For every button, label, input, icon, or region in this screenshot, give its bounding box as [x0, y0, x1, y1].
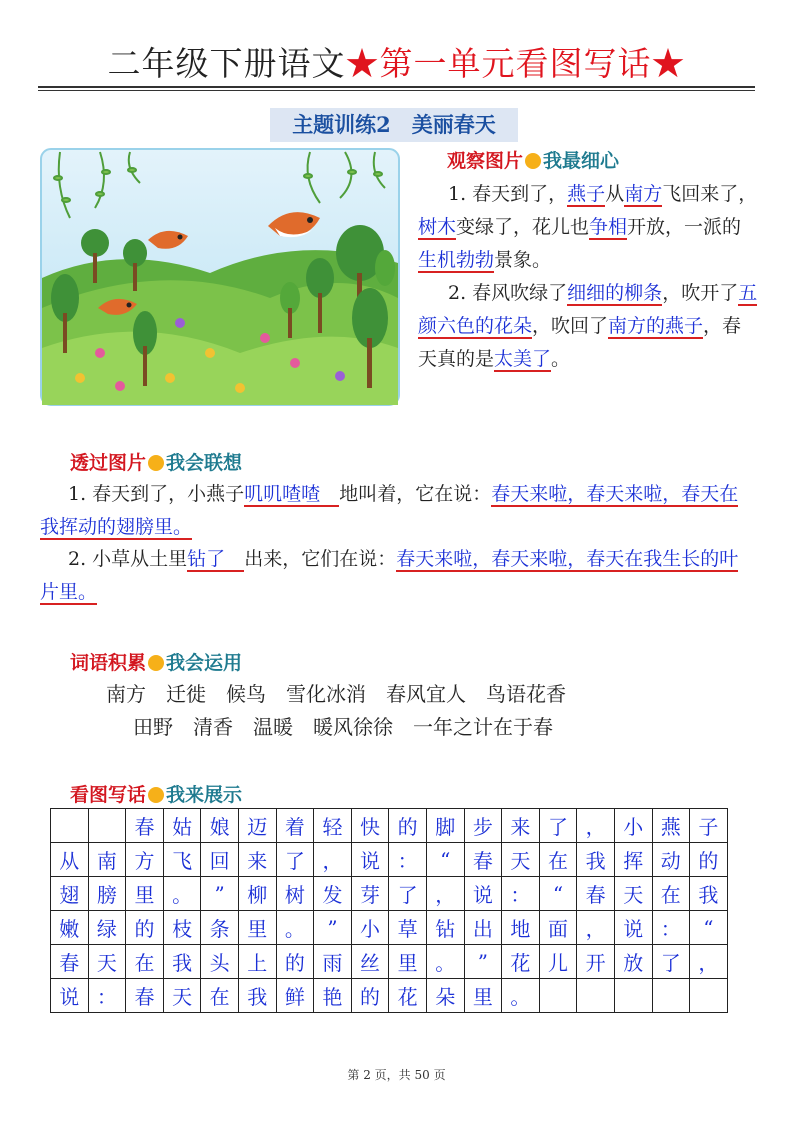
grid-cell: 地 — [502, 911, 540, 945]
grid-cell: 在 — [539, 843, 577, 877]
title-unit-text: ★第一单元看图写话★ — [345, 44, 686, 83]
grid-cell: 燕 — [652, 809, 690, 843]
vocab-heading — [70, 648, 242, 675]
grid-cell: 的 — [126, 911, 164, 945]
grid-cell: 里 — [238, 911, 276, 945]
grid-cell: 鲜 — [276, 979, 314, 1013]
grid-cell: ： — [389, 843, 427, 877]
grid-cell: ： — [652, 911, 690, 945]
writing-heading-blue: 我来展示 — [166, 784, 243, 806]
grid-cell: 放 — [614, 945, 652, 979]
answer-blank: 燕子 — [567, 183, 606, 205]
grid-cell: 天 — [88, 945, 126, 979]
answer-blank: 细细的柳条 — [567, 282, 663, 304]
writing-grid — [50, 808, 728, 1013]
para-text: 从 — [605, 183, 625, 205]
grid-cell: 小 — [614, 809, 652, 843]
grid-cell: 膀 — [88, 877, 126, 911]
grid-cell: 我 — [238, 979, 276, 1013]
grid-cell: 花 — [389, 979, 427, 1013]
imagine-para-2 — [40, 543, 756, 609]
grid-cell: 面 — [539, 911, 577, 945]
spring-illustration — [40, 148, 400, 406]
grid-cell: 了 — [389, 877, 427, 911]
grid-cell: ” — [464, 945, 502, 979]
grid-cell: 着 — [276, 809, 314, 843]
para-text: 2. 春风吹绿了 — [448, 282, 568, 304]
grid-row — [51, 911, 728, 945]
grid-cell: 条 — [201, 911, 239, 945]
observe-para-2 — [418, 277, 758, 376]
title-rule-thin — [38, 90, 755, 91]
title-text: 二年级下册语文 — [107, 44, 346, 83]
orange-dot-icon — [525, 153, 541, 169]
grid-cell: 。 — [163, 877, 201, 911]
grid-cell: ， — [690, 945, 728, 979]
imagine-para-1 — [40, 478, 756, 544]
grid-cell: 草 — [389, 911, 427, 945]
grid-cell — [652, 979, 690, 1013]
grid-cell: 花 — [502, 945, 540, 979]
grid-cell: 的 — [389, 809, 427, 843]
grid-cell: 轻 — [314, 809, 352, 843]
para-text: ，吹开了 — [662, 282, 739, 304]
answer-blank: 南方的燕子 — [608, 315, 704, 337]
grid-cell: ： — [502, 877, 540, 911]
grid-cell: 出 — [464, 911, 502, 945]
para-text: 1. 春天到了， — [448, 183, 568, 205]
para-text: 1. 春天到了，小燕子 — [68, 483, 245, 505]
grid-cell: 翅 — [51, 877, 89, 911]
grid-cell: 丝 — [351, 945, 389, 979]
grid-cell: 来 — [502, 809, 540, 843]
vocab-heading-red: 词语积累 — [70, 652, 147, 674]
grid-cell: 春 — [51, 945, 89, 979]
grid-cell: 嫩 — [51, 911, 89, 945]
grid-cell: ， — [577, 809, 615, 843]
grid-cell: 里 — [464, 979, 502, 1013]
grid-cell: 。 — [426, 945, 464, 979]
grid-cell: “ — [690, 911, 728, 945]
grid-row — [51, 877, 728, 911]
page-title — [0, 38, 793, 85]
grid-cell: 开 — [577, 945, 615, 979]
para-text: 2. 小草从土里 — [68, 548, 188, 570]
grid-cell — [614, 979, 652, 1013]
grid-cell: 我 — [163, 945, 201, 979]
grid-cell: ” — [314, 911, 352, 945]
grid-cell: 芽 — [351, 877, 389, 911]
grid-cell: 枝 — [163, 911, 201, 945]
grid-cell: 步 — [464, 809, 502, 843]
answer-blank: 春天来啦，春天来啦，春天在我生长的叶片里。 — [40, 548, 739, 603]
grid-cell — [51, 809, 89, 843]
vocab-heading-blue: 我会运用 — [166, 652, 243, 674]
grid-cell: ， — [314, 843, 352, 877]
grid-cell: 儿 — [539, 945, 577, 979]
grid-cell: 的 — [690, 843, 728, 877]
grid-cell: 树 — [276, 877, 314, 911]
grid-cell: 天 — [614, 877, 652, 911]
grid-cell: 我 — [690, 877, 728, 911]
grid-row — [51, 979, 728, 1013]
grid-cell: 从 — [51, 843, 89, 877]
para-text: 地叫着，它在说： — [339, 483, 492, 505]
grid-cell: 方 — [126, 843, 164, 877]
answer-blank: 太美了 — [494, 348, 552, 370]
imagine-heading-blue: 我会联想 — [166, 452, 243, 474]
observe-para-1 — [418, 178, 758, 277]
grid-cell: ， — [577, 911, 615, 945]
grid-cell: 春 — [126, 809, 164, 843]
orange-dot-icon — [148, 455, 164, 471]
grid-cell: 迈 — [238, 809, 276, 843]
answer-blank: 叽叽喳喳 — [244, 483, 340, 505]
writing-heading — [70, 780, 242, 807]
orange-dot-icon — [148, 787, 164, 803]
grid-cell: 在 — [652, 877, 690, 911]
grid-cell: 钻 — [426, 911, 464, 945]
grid-cell: ， — [426, 877, 464, 911]
page-footer: 第 2 页，共 50 页 — [347, 1068, 446, 1082]
grid-cell: 春 — [577, 877, 615, 911]
para-text: ，春天真的是 — [418, 315, 742, 370]
grid-cell: 飞 — [163, 843, 201, 877]
writing-heading-red: 看图写话 — [70, 784, 147, 806]
theme-banner: 主题训练2 美丽春天 — [270, 108, 518, 142]
grid-cell: 头 — [201, 945, 239, 979]
para-text: ，吹回了 — [532, 315, 609, 337]
para-text: 景象。 — [494, 249, 552, 271]
observe-heading-red: 观察图片 — [447, 150, 524, 172]
grid-cell: 雨 — [314, 945, 352, 979]
grid-cell: ” — [201, 877, 239, 911]
grid-cell: 朵 — [426, 979, 464, 1013]
answer-blank: 树木 — [418, 216, 457, 238]
grid-cell: 。 — [276, 911, 314, 945]
answer-blank: 生机勃勃 — [418, 249, 495, 271]
grid-cell: 春 — [464, 843, 502, 877]
title-rule-thick — [38, 86, 755, 88]
grid-cell: “ — [426, 843, 464, 877]
grid-cell: 柳 — [238, 877, 276, 911]
grid-cell: 里 — [126, 877, 164, 911]
orange-dot-icon — [148, 655, 164, 671]
observe-heading — [447, 146, 619, 173]
grid-cell: 我 — [577, 843, 615, 877]
para-text: 变绿了，花儿也 — [456, 216, 590, 238]
imagine-heading-red: 透过图片 — [70, 452, 147, 474]
answer-blank: 春天来啦，春天来啦，春天在我挥动的翅膀里。 — [40, 483, 739, 538]
grid-cell: “ — [539, 877, 577, 911]
grid-cell: 说 — [464, 877, 502, 911]
grid-row — [51, 945, 728, 979]
grid-cell: 在 — [201, 979, 239, 1013]
grid-cell: 天 — [163, 979, 201, 1013]
grid-cell: 了 — [539, 809, 577, 843]
grid-cell: ： — [88, 979, 126, 1013]
grid-cell — [690, 979, 728, 1013]
grid-row — [51, 809, 728, 843]
grid-cell: 子 — [690, 809, 728, 843]
grid-cell: 娘 — [201, 809, 239, 843]
grid-cell — [539, 979, 577, 1013]
grid-cell: 来 — [238, 843, 276, 877]
grid-cell: 上 — [238, 945, 276, 979]
grid-cell: 在 — [126, 945, 164, 979]
grid-cell: 。 — [502, 979, 540, 1013]
answer-blank: 南方 — [624, 183, 663, 205]
answer-blank: 钻了 — [187, 548, 245, 570]
grid-cell: 姑 — [163, 809, 201, 843]
para-text: 出来，它们在说： — [244, 548, 397, 570]
grid-cell: 绿 — [88, 911, 126, 945]
grid-cell: 南 — [88, 843, 126, 877]
grid-cell: 回 — [201, 843, 239, 877]
para-text: 飞回来了， — [662, 183, 758, 205]
grid-cell: 艳 — [314, 979, 352, 1013]
grid-cell: 春 — [126, 979, 164, 1013]
observe-heading-blue: 我最细心 — [543, 150, 620, 172]
grid-cell: 天 — [502, 843, 540, 877]
grid-cell: 快 — [351, 809, 389, 843]
grid-cell: 了 — [652, 945, 690, 979]
grid-cell — [577, 979, 615, 1013]
para-text: 。 — [551, 348, 571, 370]
grid-cell: 发 — [314, 877, 352, 911]
grid-cell: 的 — [351, 979, 389, 1013]
grid-cell: 小 — [351, 911, 389, 945]
imagine-heading — [70, 448, 242, 475]
grid-cell: 了 — [276, 843, 314, 877]
vocab-row-2: 田野 清香 温暖 暖风徐徐 一年之计在于春 — [133, 715, 553, 739]
para-text: 开放，一派的 — [627, 216, 742, 238]
grid-cell: 挥 — [614, 843, 652, 877]
grid-cell: 说 — [614, 911, 652, 945]
vocab-row-1: 南方 迁徙 候鸟 雪化冰消 春风宜人 鸟语花香 — [106, 682, 566, 706]
grid-cell: 的 — [276, 945, 314, 979]
grid-row — [51, 843, 728, 877]
grid-cell: 说 — [51, 979, 89, 1013]
grid-cell — [88, 809, 126, 843]
grid-cell: 脚 — [426, 809, 464, 843]
answer-blank: 争相 — [589, 216, 628, 238]
grid-cell: 里 — [389, 945, 427, 979]
grid-cell: 说 — [351, 843, 389, 877]
answer-blank: 五颜六色的花朵 — [418, 282, 758, 337]
grid-cell: 动 — [652, 843, 690, 877]
